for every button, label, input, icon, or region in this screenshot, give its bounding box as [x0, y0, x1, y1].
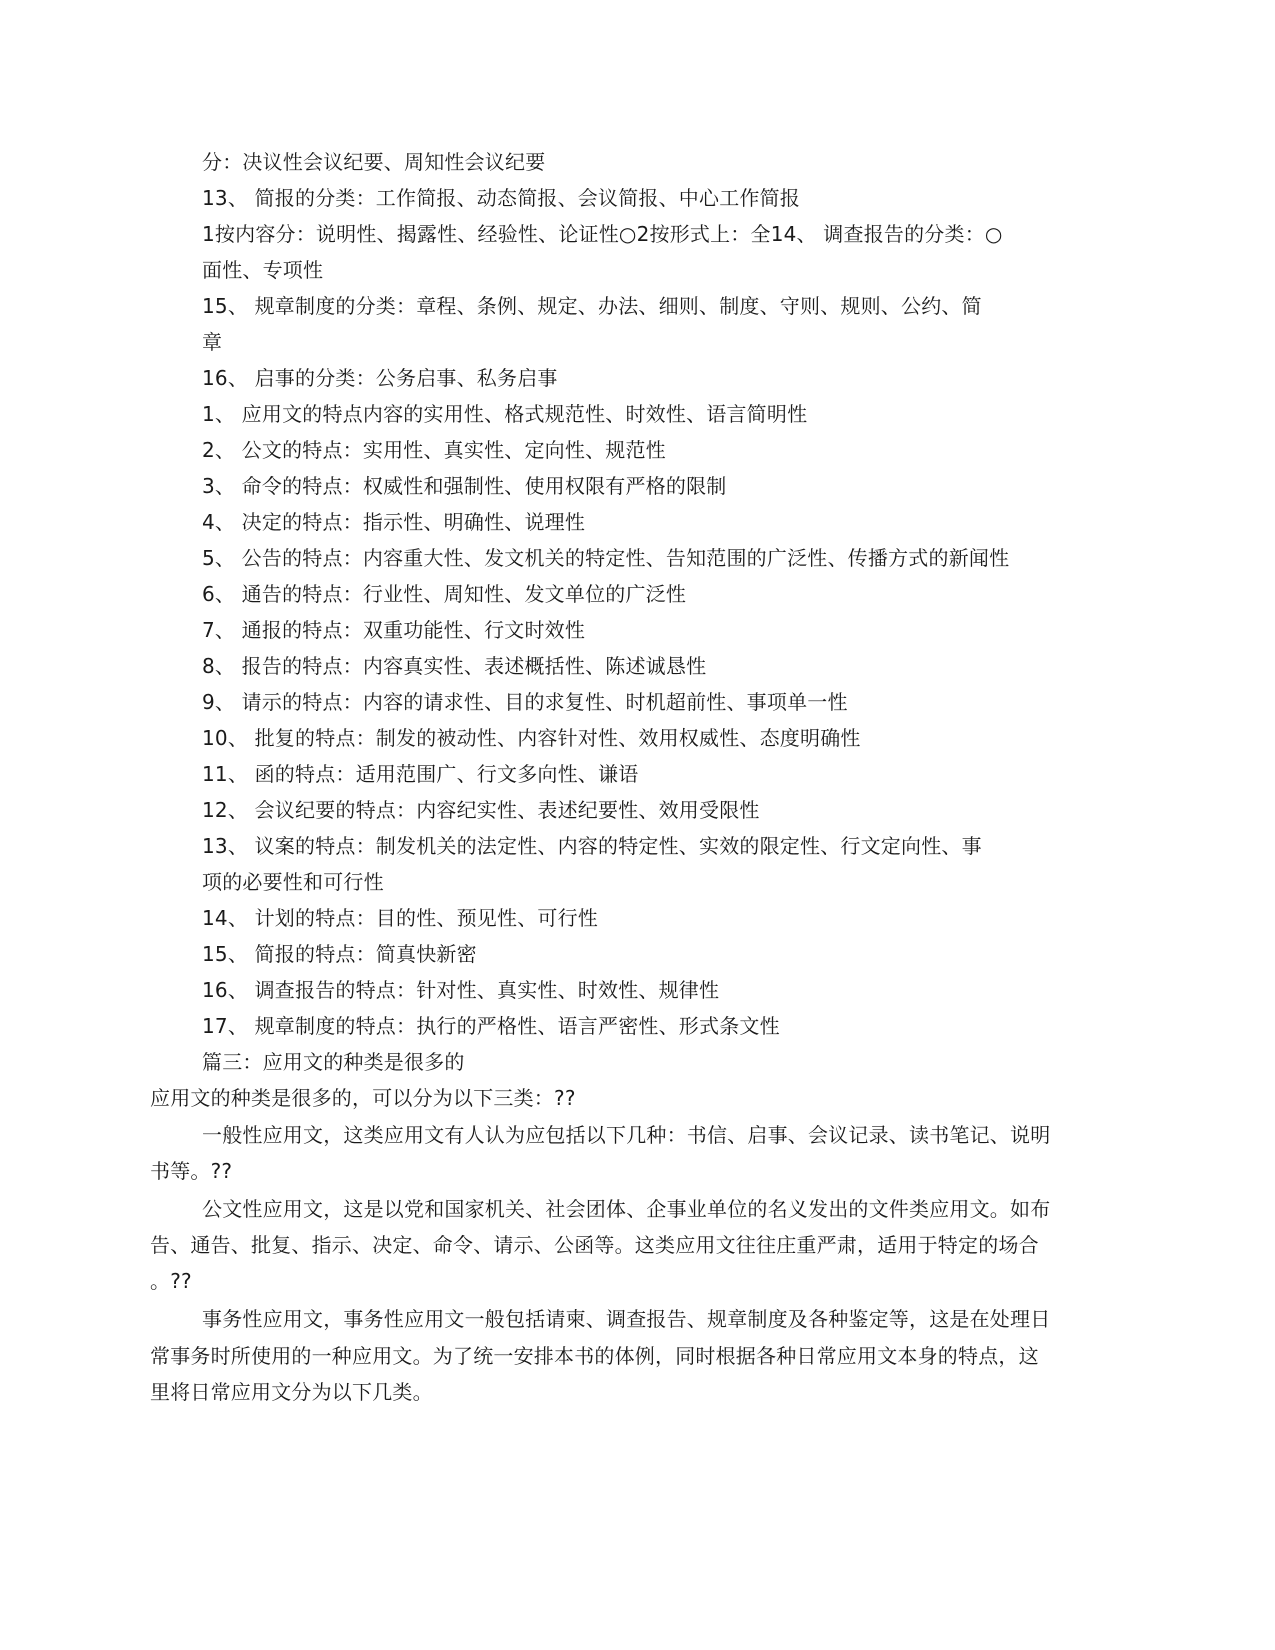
- text-line: 10、 批复的特点：制发的被动性、内容针对性、效用权威性、态度明确性: [202, 726, 861, 750]
- text-line: 8、 报告的特点：内容真实性、表述概括性、陈述诚恳性: [202, 654, 707, 678]
- text-line: 一般性应用文，这类应用文有人认为应包括以下几种：书信、启事、会议记录、读书笔记、说明: [202, 1123, 1051, 1147]
- section-heading: 篇三：应用文的种类是很多的: [202, 1050, 465, 1074]
- text-line: 。??: [150, 1269, 192, 1293]
- text-line: 2、 公文的特点：实用性、真实性、定向性、规范性: [202, 438, 666, 462]
- text-line: 16、 启事的分类：公务启事、私务启事: [202, 366, 558, 390]
- text-line: 里将日常应用文分为以下几类。: [150, 1380, 433, 1404]
- text-line: 常事务时所使用的一种应用文。为了统一安排本书的体例，同时根据各种日常应用文本身的特点，这: [150, 1344, 1039, 1368]
- text-line: 3、 命令的特点：权威性和强制性、使用权限有严格的限制: [202, 474, 727, 498]
- text-line: 章: [202, 330, 223, 354]
- text-line: 12、 会议纪要的特点：内容纪实性、表述纪要性、效用受限性: [202, 798, 760, 822]
- text-line: 15、 规章制度的分类：章程、条例、规定、办法、细则、制度、守则、规则、公约、简: [202, 294, 982, 318]
- text-line: 1按内容分：说明性、揭露性、经验性、论证性○2按形式上：全14、 调查报告的分类：○: [202, 222, 1003, 246]
- text-line: 分：决议性会议纪要、周知性会议纪要: [202, 150, 546, 174]
- text-line: 5、 公告的特点：内容重大性、发文机关的特定性、告知范围的广泛性、传播方式的新闻性: [202, 546, 1010, 570]
- text-line: 15、 简报的特点：简真快新密: [202, 942, 477, 966]
- text-line: 6、 通告的特点：行业性、周知性、发文单位的广泛性: [202, 582, 687, 606]
- text-line: 1、 应用文的特点内容的实用性、格式规范性、时效性、语言简明性: [202, 402, 808, 426]
- text-line: 9、 请示的特点：内容的请求性、目的求复性、时机超前性、事项单一性: [202, 690, 848, 714]
- text-line: 13、 议案的特点：制发机关的法定性、内容的特定性、实效的限定性、行文定向性、事: [202, 834, 982, 858]
- text-line: 面性、专项性: [202, 258, 324, 282]
- text-line: 11、 函的特点：适用范围广、行文多向性、谦语: [202, 762, 639, 786]
- text-line: 书等。??: [150, 1159, 233, 1183]
- text-line: 公文性应用文，这是以党和国家机关、社会团体、企事业单位的名义发出的文件类应用文。如布: [202, 1197, 1051, 1221]
- text-line: 项的必要性和可行性: [202, 870, 384, 894]
- text-line: 16、 调查报告的特点：针对性、真实性、时效性、规律性: [202, 978, 720, 1002]
- text-line: 告、通告、批复、指示、决定、命令、请示、公函等。这类应用文往往庄重严肃，适用于特定的场合: [150, 1233, 1039, 1257]
- text-line: 17、 规章制度的特点：执行的严格性、语言严密性、形式条文性: [202, 1014, 780, 1038]
- text-line: 7、 通报的特点：双重功能性、行文时效性: [202, 618, 586, 642]
- text-line: 14、 计划的特点：目的性、预见性、可行性: [202, 906, 599, 930]
- text-line: 事务性应用文，事务性应用文一般包括请柬、调查报告、规章制度及各种鉴定等，这是在处理日: [202, 1307, 1051, 1331]
- text-line: 4、 决定的特点：指示性、明确性、说理性: [202, 510, 586, 534]
- text-line: 应用文的种类是很多的，可以分为以下三类：??: [150, 1086, 576, 1110]
- text-line: 13、 简报的分类：工作简报、动态简报、会议简报、中心工作简报: [202, 186, 801, 210]
